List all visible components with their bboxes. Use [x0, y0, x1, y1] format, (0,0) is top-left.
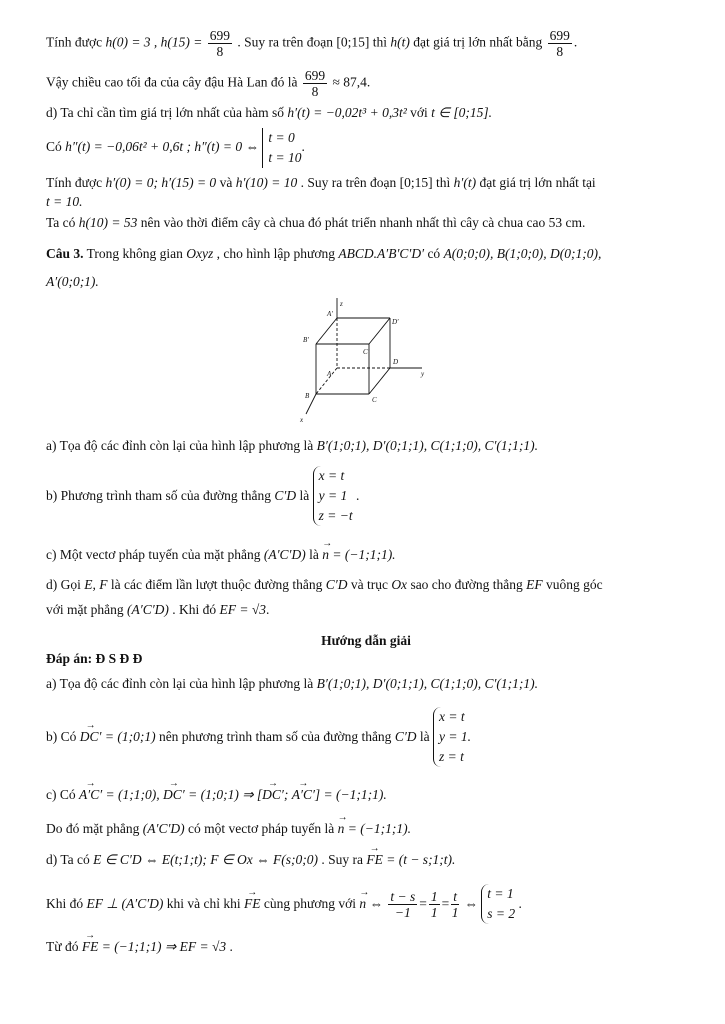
- text: ≈ 87,4.: [332, 74, 371, 90]
- math-expr: C′D: [274, 488, 297, 503]
- label-D: D: [393, 358, 399, 366]
- math-expr: = (−1;1;1).: [328, 547, 396, 562]
- system-row: t = 1: [487, 886, 514, 901]
- system-brace: [313, 466, 353, 526]
- frac-den: 8: [311, 84, 319, 99]
- math-expr: = (1;1;0),: [102, 787, 164, 802]
- statement-d: [46, 576, 603, 594]
- math-expr: h′(0) = 0; h′(15) = 0: [105, 175, 217, 190]
- math-expr: h′(t): [453, 175, 477, 190]
- frac-num: 699: [549, 28, 570, 43]
- system-bracket: [262, 128, 301, 168]
- text: Tính được: [46, 175, 106, 190]
- text: là các điểm lần lượt thuộc đường thẳng: [110, 577, 326, 592]
- system-row: z = t: [439, 749, 464, 764]
- text: d) Ta có: [46, 852, 94, 867]
- vector-FE: → FE: [366, 851, 383, 869]
- label-z: z: [340, 300, 343, 308]
- text: là: [299, 488, 313, 503]
- math-expr: = (t − s;1;t).: [382, 852, 456, 867]
- math-expr: h(0) = 3 , h(15) =: [105, 34, 203, 50]
- solution-c: [46, 786, 387, 804]
- system-row: x = t: [439, 709, 465, 724]
- math-expr: ⇔: [464, 896, 478, 911]
- frac-num: 699: [304, 68, 326, 83]
- question-label: Câu 3.: [46, 246, 84, 261]
- solution-title: Hướng dẫn giải: [321, 633, 411, 648]
- frac-den: 8: [216, 44, 224, 59]
- text: khi và chỉ khi: [166, 896, 245, 911]
- math-expr: A(0;0;0), B(1;0;0), D(0;1;0),: [443, 246, 602, 261]
- math-expr: t = 10.: [46, 194, 83, 209]
- text: c) Một vectơ pháp tuyến của mặt phẳng: [46, 547, 264, 562]
- text-line: [46, 174, 596, 192]
- text: đạt giá trị lớn nhất tại: [479, 175, 596, 190]
- text: , cho hình lập phương: [216, 246, 339, 261]
- cube-figure: [294, 298, 434, 424]
- text: đạt giá trị lớn nhất bằng: [413, 34, 546, 50]
- solution-d2: Khi đó EF ⊥ (A′C′D) khi và chỉ khi → FE cùng phương với → n ⇔ $\frac{t - s}{-1}$ = $\frac{1}{1}$ = $\frac{t}{1}$ ⇔ t = 1 s = 2 .: [46, 884, 522, 924]
- system-brace: [481, 884, 515, 924]
- math-expr: [0;15]: [399, 175, 433, 190]
- math-expr: (A′C′D): [142, 821, 185, 836]
- text: với mặt phẳng: [46, 602, 127, 617]
- text: Có: [46, 139, 66, 155]
- frac-den: 1: [430, 904, 438, 920]
- text: là: [309, 547, 323, 562]
- system-row: z = −t: [318, 508, 353, 523]
- frac-num: t: [453, 888, 458, 904]
- system-brace: [433, 707, 471, 767]
- frac-den: −1: [394, 904, 411, 920]
- text: có một vectơ pháp tuyến là: [188, 821, 338, 836]
- text-line: Có h″(t) = −0,06t² + 0,6t ; h″(t) = 0 ⇔ t = 0 t = 10.: [46, 128, 305, 168]
- math-expr: ] = (−1;1;1).: [314, 787, 387, 802]
- text: cùng phương với: [263, 896, 360, 911]
- text: thì: [435, 175, 454, 190]
- fraction: [429, 889, 440, 920]
- text: Từ đó: [46, 939, 82, 954]
- edge-CD: [369, 368, 390, 394]
- frac-num: 1: [430, 888, 438, 904]
- text: nên vào thời điểm cây cà chua đó phát triển nhanh nhất thì cây cà chua cao 53 cm.: [140, 215, 586, 230]
- text: Vậy chiều cao tối đa của cây đậu Hà Lan đó là: [46, 74, 301, 90]
- vector-n: → n: [338, 820, 345, 838]
- math-expr: h(t): [390, 34, 410, 50]
- math-expr: h′(10) = 10: [235, 175, 298, 190]
- text: . Suy ra: [321, 852, 367, 867]
- vector-A'C': → A′C′: [292, 786, 315, 804]
- vector-n: → n: [322, 546, 329, 564]
- math-expr: C′D: [325, 577, 348, 592]
- text: d) Gọi: [46, 577, 85, 592]
- math-expr: ABCD.A′B′C′D′: [338, 246, 425, 261]
- system-row: s = 2: [487, 906, 516, 921]
- label-y: y: [421, 370, 425, 378]
- fraction: [303, 68, 327, 99]
- system-row: x = t: [318, 468, 345, 483]
- label-C': C′: [363, 348, 370, 356]
- frac-num: 699: [209, 28, 231, 43]
- text: Trong không gian: [86, 246, 187, 261]
- fraction: [208, 28, 232, 59]
- text: với: [410, 105, 432, 120]
- text: . Suy ra trên đoạn: [300, 175, 400, 190]
- system-row: y = 1.: [439, 729, 472, 744]
- math-expr: Ox: [391, 577, 408, 592]
- frac-num: t − s: [390, 888, 416, 904]
- text: . Khi đó: [172, 602, 220, 617]
- math-expr: ;: [283, 787, 292, 802]
- vector-FE: → FE: [82, 938, 99, 956]
- text: là: [419, 729, 434, 744]
- edge-D'C': [369, 318, 390, 344]
- text: .: [226, 939, 233, 954]
- statement-d-cont: [46, 601, 269, 619]
- text: Ta có: [46, 215, 79, 230]
- text-line: [46, 68, 370, 99]
- solution-c2: [46, 820, 411, 838]
- text: a) Tọa độ các đỉnh còn lại của hình lập phương là: [46, 438, 317, 453]
- math-expr: t ∈ [0;15].: [431, 105, 493, 120]
- text: có: [427, 246, 444, 261]
- math-expr: h′(t) = −0,02t³ + 0,3t²: [287, 105, 407, 120]
- fraction: [451, 889, 459, 920]
- text: sao cho đường thẳng: [410, 577, 527, 592]
- math-expr: = (−1;1;1) ⇒ EF = √3: [98, 939, 227, 954]
- vector-DC': → DC′: [262, 786, 284, 804]
- vector-DC': → DC′: [80, 728, 102, 746]
- system-row: t = 10: [268, 150, 302, 165]
- math-expr: A′(0;0;1).: [46, 274, 99, 289]
- vector-FE: → FE: [244, 895, 261, 913]
- statement-b: b) Phương trình tham số của đường thẳng C′D là x = t y = 1 z = −t .: [46, 466, 359, 526]
- text: Tính được: [46, 34, 106, 50]
- text-line: Tính được h(0) = 3 , h(15) = $\frac{699}{8}$ . Suy ra trên đoạn [0;15] thì h(t) đạt giá trị lớn nhất bằng $\frac{699}{8}$ .: [46, 28, 578, 59]
- math-expr: [0;15]: [336, 34, 370, 50]
- math-expr: h(10) = 53: [78, 215, 138, 230]
- text: c) Có: [46, 787, 79, 802]
- solution-a: [46, 675, 538, 693]
- statement-c: [46, 546, 396, 564]
- math-expr: h″(t) = −0,06t² + 0,6t ; h″(t) = 0 ⇔: [65, 139, 259, 155]
- text: thì: [372, 34, 391, 50]
- fraction: [548, 28, 572, 59]
- question-line: [46, 245, 601, 263]
- label-A: A: [327, 370, 332, 378]
- math-expr: Oxyz: [186, 246, 214, 261]
- text: và trục: [350, 577, 392, 592]
- label-A': A′: [327, 310, 333, 318]
- solution-d3: [46, 938, 233, 956]
- frac-den: 1: [451, 904, 459, 920]
- text: b) Phương trình tham số của đường thẳng: [46, 488, 275, 503]
- math-expr: ⇔: [369, 896, 383, 911]
- text: vuông góc: [546, 577, 603, 592]
- text: d) Ta chỉ cần tìm giá trị lớn nhất của hàm số: [46, 105, 288, 120]
- text: nên phương trình tham số của đường thẳng: [158, 729, 395, 744]
- text: Do đó mặt phẳng: [46, 821, 143, 836]
- edge-A'B': [316, 318, 337, 344]
- label-C: C: [372, 396, 377, 404]
- math-expr: (A′C′D): [263, 547, 306, 562]
- vector-n: → n: [359, 895, 366, 913]
- system-row: t = 0: [268, 130, 295, 145]
- text: và: [219, 175, 236, 190]
- text: b) Có: [46, 729, 80, 744]
- math-expr: = (−1;1;1).: [344, 821, 411, 836]
- math-expr: (A′C′D): [127, 602, 169, 617]
- label-D': D′: [392, 318, 399, 326]
- text: .: [266, 602, 270, 617]
- math-expr: = (1;0;1) ⇒ [: [184, 787, 263, 802]
- text-line: [46, 214, 585, 232]
- math-expr: C′D: [394, 729, 417, 744]
- math-expr: EF = √3: [219, 602, 267, 617]
- text: Khi đó: [46, 896, 87, 911]
- math-expr: EF ⊥ (A′C′D): [86, 896, 164, 911]
- math-expr: B′(1;0;1), D′(0;1;1), C(1;1;0), C′(1;1;1).: [316, 438, 539, 453]
- math-expr: E ∈ C′D ⇔ E(t;1;t); F ∈ Ox ⇔ F(s;0;0): [93, 852, 318, 867]
- answer-key: Đáp án: Đ S Đ Đ: [46, 651, 143, 666]
- text: . Suy ra trên đoạn: [237, 34, 337, 50]
- text-line: [46, 104, 492, 122]
- text: a) Tọa độ các đỉnh còn lại của hình lập phương là: [46, 676, 317, 691]
- math-expr: E, F: [84, 577, 108, 592]
- statement-a: [46, 437, 538, 455]
- solution-b: [46, 707, 471, 767]
- vector-DC': → DC′: [163, 786, 185, 804]
- fraction: [388, 889, 417, 920]
- frac-den: 8: [556, 44, 564, 59]
- math-expr: EF: [526, 577, 543, 592]
- label-x: x: [300, 416, 304, 424]
- math-expr: B′(1;0;1), D′(0;1;1), C(1;1;0), C′(1;1;1).: [316, 676, 539, 691]
- solution-d: [46, 851, 455, 869]
- math-expr: = (1;0;1): [101, 729, 156, 744]
- system-row: y = 1: [318, 488, 348, 503]
- vector-A'C': → A′C′: [79, 786, 102, 804]
- label-B: B: [305, 392, 310, 400]
- label-B': B′: [303, 336, 309, 344]
